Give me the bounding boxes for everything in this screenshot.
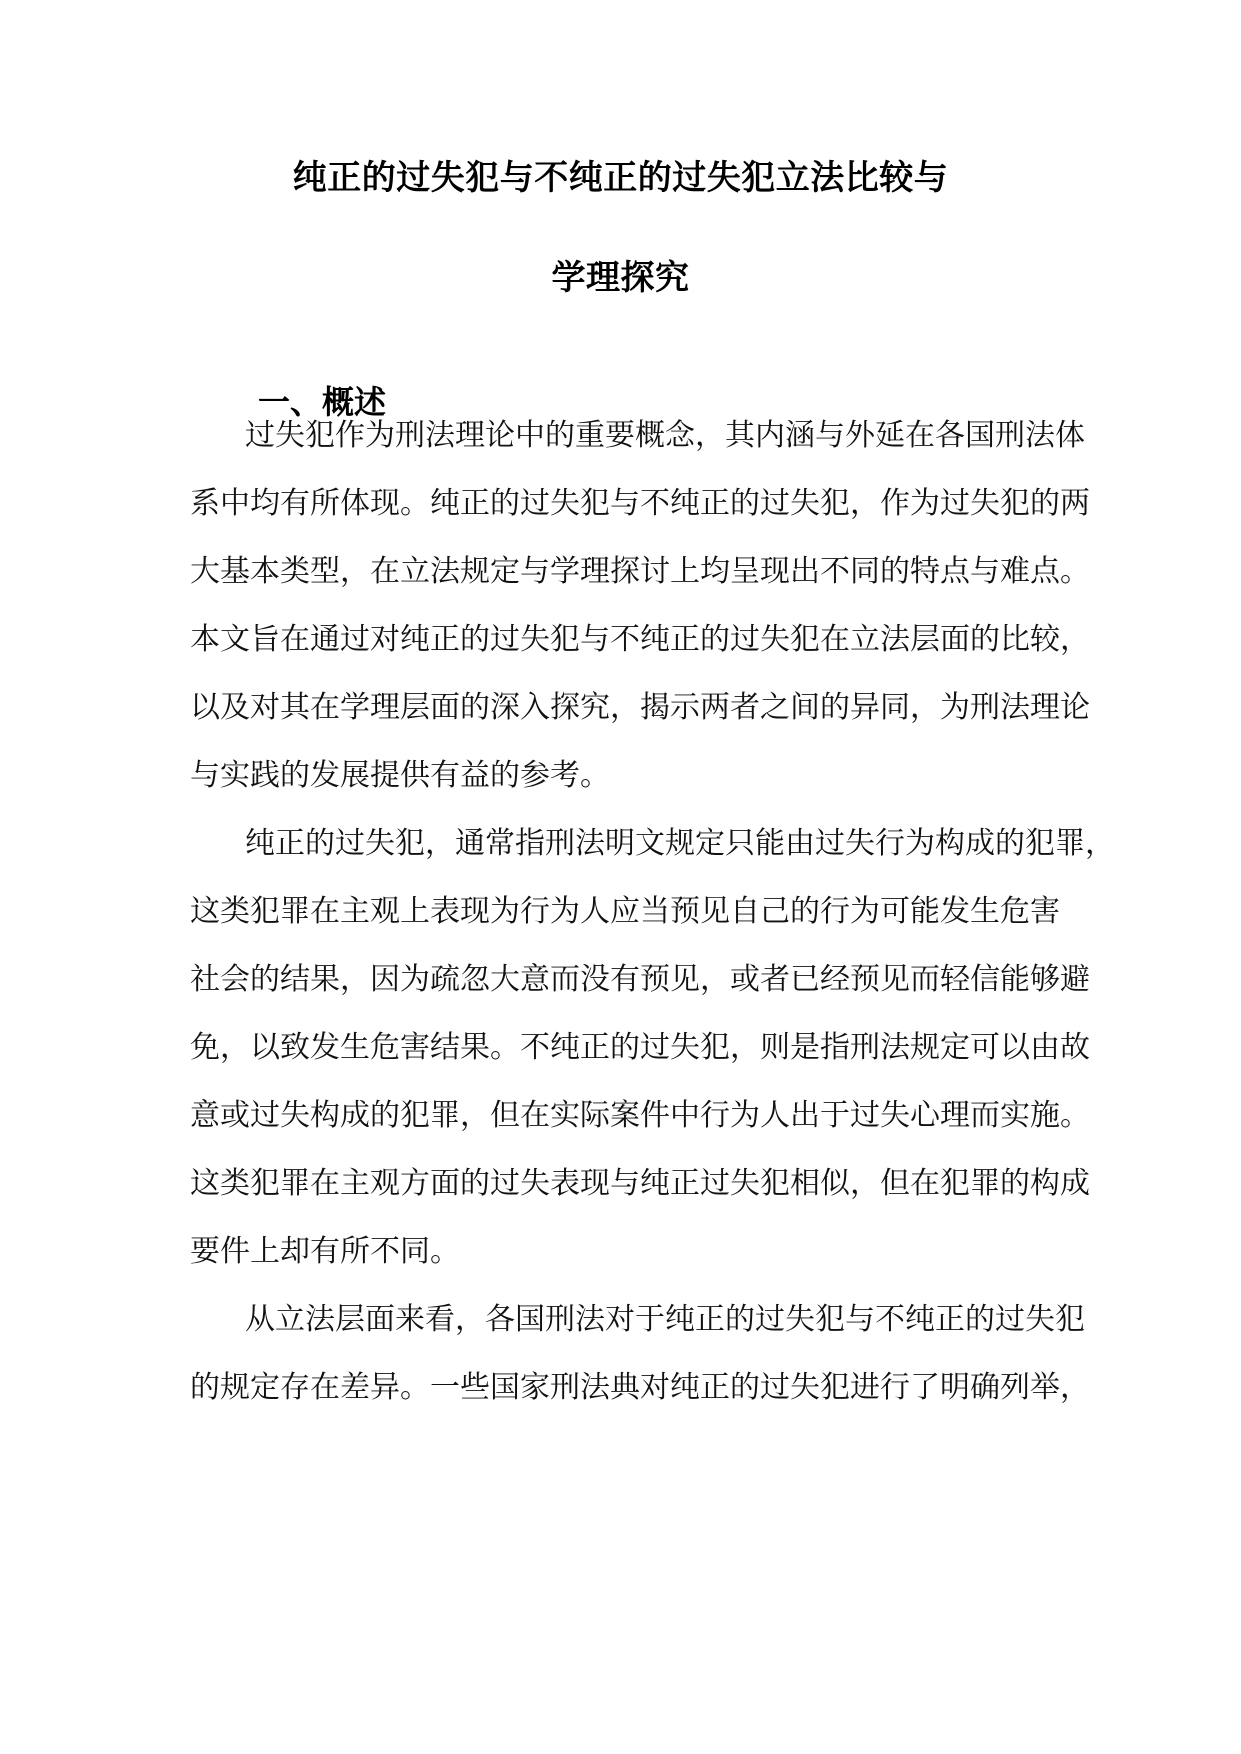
document-title-line-2: 学理探究 [551, 258, 690, 298]
paragraph-line: 与实践的发展提供有益的参考。 [190, 758, 610, 793]
paragraph-line: 这类犯罪在主观上表现为行为人应当预见自己的行为可能发生危害 [190, 894, 1060, 929]
paragraph-line: 过失犯作为刑法理论中的重要概念，其内涵与外延在各国刑法体 [245, 418, 1085, 453]
paragraph-line: 系中均有所体现。纯正的过失犯与不纯正的过失犯，作为过失犯的两 [190, 486, 1090, 521]
paragraph-line: 的规定存在差异。一些国家刑法典对纯正的过失犯进行了明确列举， [190, 1370, 1090, 1405]
document-title-line-1: 纯正的过失犯与不纯正的过失犯立法比较与 [292, 158, 949, 198]
paragraph-line: 以及对其在学理层面的深入探究，揭示两者之间的异同，为刑法理论 [190, 690, 1090, 725]
paragraph-line: 纯正的过失犯，通常指刑法明文规定只能由过失行为构成的犯罪， [245, 826, 1115, 861]
paragraph-line: 要件上却有所不同。 [190, 1234, 460, 1269]
paragraph-line: 大基本类型，在立法规定与学理探讨上均呈现出不同的特点与难点。 [190, 554, 1090, 589]
paragraph-line: 免，以致发生危害结果。不纯正的过失犯，则是指刑法规定可以由故 [190, 1030, 1090, 1065]
paragraph-line: 从立法层面来看，各国刑法对于纯正的过失犯与不纯正的过失犯 [245, 1302, 1085, 1337]
paragraph-line: 意或过失构成的犯罪，但在实际案件中行为人出于过失心理而实施。 [190, 1098, 1090, 1133]
paragraph-line: 社会的结果，因为疏忽大意而没有预见，或者已经预见而轻信能够避 [190, 962, 1090, 997]
paragraph-line: 这类犯罪在主观方面的过失表现与纯正过失犯相似，但在犯罪的构成 [190, 1166, 1090, 1201]
paragraph-line: 本文旨在通过对纯正的过失犯与不纯正的过失犯在立法层面的比较， [190, 622, 1090, 657]
section-heading-overview: 一、概述 [258, 383, 387, 421]
